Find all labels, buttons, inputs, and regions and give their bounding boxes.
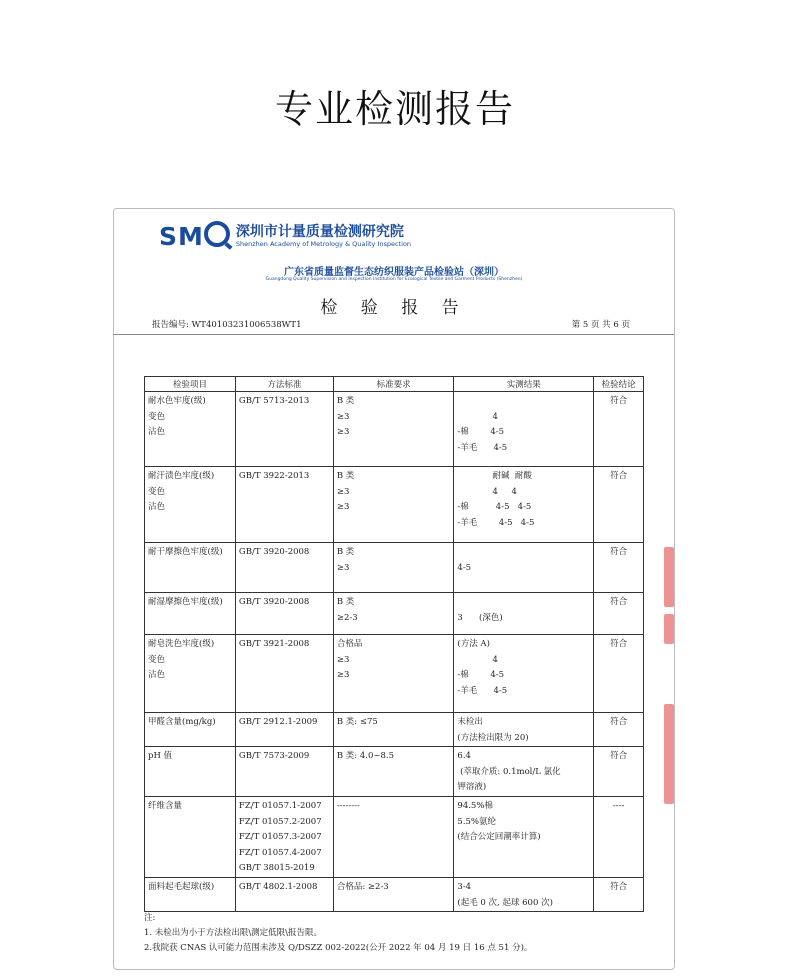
cell-text: 符合 (610, 547, 628, 557)
cell-text: 94.5%棉 5.5%氨纶 (结合公定回潮率计算) (457, 800, 541, 843)
logo-mark (159, 221, 230, 251)
cell-text: 耐水色牢度(级) 变色 沾色 (148, 396, 206, 438)
row-method-cell (235, 543, 333, 593)
row-verdict-cell (594, 392, 644, 467)
row-requirement-cell (333, 593, 454, 635)
row-result-cell (454, 713, 594, 747)
row-item-cell (145, 877, 236, 911)
row-verdict-cell (594, 796, 644, 877)
row-result-cell (454, 543, 594, 593)
cell-text: 符合 (610, 396, 628, 406)
row-item-cell (145, 713, 236, 747)
row-result-cell (454, 635, 594, 713)
row-method-cell (235, 796, 333, 877)
cell-text: GB/T 7573-2009 (238, 751, 310, 762)
cell-text: GB/T 4802.1-2008 (238, 881, 318, 892)
table-row (145, 713, 644, 747)
table-row (145, 392, 644, 467)
col-header-verdict: 检验结论 (594, 377, 644, 392)
cell-text: 合格品: ≥2-3 (336, 881, 389, 892)
row-result-cell (454, 877, 594, 911)
table-row (145, 543, 644, 593)
cell-text: 纤维含量 (148, 800, 183, 811)
table-header-row (145, 377, 644, 392)
row-verdict-cell (594, 593, 644, 635)
cell-text: FZ/T 01057.1-2007 FZ/T 01057.2-2007 FZ/T 01057.3-2007 FZ/T 01057.4-2007 GB/T 38015-2019 (238, 800, 322, 874)
table-row (145, 796, 644, 877)
row-requirement-cell (333, 713, 454, 747)
cell-text: 符合 (610, 597, 628, 607)
row-requirement-cell (333, 467, 454, 543)
row-item-cell (145, 593, 236, 635)
row-verdict-cell (594, 467, 644, 543)
sub-org-name: 广东省质量监督生态纺织服装产品检验站（深圳） (284, 267, 504, 278)
row-item-cell (145, 796, 236, 877)
row-verdict-cell (594, 635, 644, 713)
cell-text: 耐碱 耐酸 4 4 -棉 4-5 4-5 -羊毛 4-5 4-5 (457, 471, 535, 528)
row-result-cell (454, 593, 594, 635)
row-item-cell (145, 635, 236, 713)
report-document (113, 208, 675, 970)
stamp-fragment (664, 547, 674, 607)
row-requirement-cell (333, 635, 454, 713)
cell-text: 耐湿摩擦色牢度(级) (148, 597, 223, 607)
row-requirement-cell (333, 392, 454, 467)
row-verdict-cell (594, 713, 644, 747)
row-verdict-cell (594, 543, 644, 593)
cell-text: 符合 (610, 881, 628, 892)
col-header-requirement: 标准要求 (333, 377, 454, 392)
cell-text: B 类 ≥2-3 (336, 597, 358, 623)
row-result-cell (454, 392, 594, 467)
row-result-cell (454, 796, 594, 877)
row-requirement-cell (333, 543, 454, 593)
stamp-fragment (664, 614, 674, 644)
row-result-cell (454, 747, 594, 797)
org-name: 深圳市计量质量检测研究院 (235, 223, 404, 240)
cell-text: GB/T 3921-2008 (238, 639, 310, 649)
report-number: 报告编号: WT40103231006538WT1 (152, 320, 302, 330)
col-header-method: 方法标准 (235, 377, 333, 392)
row-verdict-cell (594, 747, 644, 797)
cell-text: (方法 A) 4 -棉 4-5 -羊毛 4-5 (457, 639, 508, 696)
row-method-cell (235, 713, 333, 747)
results-table (144, 376, 644, 912)
org-logo (159, 219, 411, 253)
cell-text: 耐干摩擦色牢度(级) (148, 547, 223, 557)
table-row (145, 877, 644, 911)
table-row (145, 635, 644, 713)
row-requirement-cell (333, 796, 454, 877)
cell-text: B 类: ≤75 (336, 717, 378, 727)
cell-text: 4 -棉 4-5 -羊毛 4-5 (457, 411, 508, 453)
cell-text: ---- (612, 800, 625, 811)
document-title: 检 验 报 告 (320, 298, 468, 318)
notes-heading: 注: (144, 913, 156, 923)
page-title: 专业检测报告 (274, 87, 515, 131)
row-requirement-cell (333, 747, 454, 797)
stamp-fragment (664, 704, 674, 804)
row-method-cell (235, 877, 333, 911)
cell-text: 未检出 (方法检出限为 20) (457, 717, 529, 743)
cell-text: 面料起毛起球(级) (148, 881, 215, 892)
cell-text: 4-5 (457, 562, 472, 573)
org-name-en: Shenzhen Academy of Metrology & Quality Inspection (235, 239, 412, 248)
cell-text: GB/T 5713-2013 (238, 396, 310, 406)
note-line: 1. 未检出为小于方法检出限\测定低限\报告限。 (144, 928, 323, 938)
cell-text: B 类 ≥3 ≥3 (336, 471, 355, 513)
cell-text: -------- (336, 800, 360, 811)
row-method-cell (235, 392, 333, 467)
row-verdict-cell (594, 877, 644, 911)
cell-text: 符合 (610, 717, 628, 727)
logo-mark-text: SM (159, 222, 204, 251)
cell-text: 符合 (610, 751, 628, 762)
cell-text: 符合 (610, 639, 628, 649)
col-header-item: 检验项目 (145, 377, 236, 392)
col-header-result: 实测结果 (454, 377, 594, 392)
row-result-cell (454, 467, 594, 543)
row-method-cell (235, 593, 333, 635)
logo-q-icon (204, 221, 230, 247)
notes (144, 911, 532, 956)
row-item-cell (145, 467, 236, 543)
cell-text: 合格品 ≥3 ≥3 (336, 639, 363, 681)
table-row (145, 467, 644, 543)
note-line: 2.我院获 CNAS 认可能力范围未涉及 Q/DSZZ 002-2022(公开 2022 年 04 月 19 日 16 点 51 分)。 (144, 943, 533, 953)
cell-text: 6.4 (萃取介质: 0.1mol/L 氯化 钾溶液) (457, 751, 561, 793)
row-requirement-cell (333, 877, 454, 911)
header-divider (114, 334, 674, 335)
row-method-cell (235, 635, 333, 713)
cell-text: 耐汗渍色牢度(级) 变色 沾色 (148, 471, 215, 513)
row-item-cell (145, 392, 236, 467)
row-item-cell (145, 747, 236, 797)
cell-text: 甲醛含量(mg/kg) (148, 717, 216, 727)
cell-text: B 类 ≥3 (336, 547, 355, 573)
cell-text: 符合 (610, 471, 628, 481)
row-method-cell (235, 747, 333, 797)
cell-text: GB/T 3920-2008 (238, 547, 310, 557)
cell-text: GB/T 3922-2013 (238, 471, 310, 481)
row-method-cell (235, 467, 333, 543)
cell-text: pH 值 (148, 751, 173, 762)
row-item-cell (145, 543, 236, 593)
table-row (145, 593, 644, 635)
cell-text: B 类 ≥3 ≥3 (336, 396, 355, 438)
cell-text: B 类: 4.0~8.5 (336, 751, 395, 762)
sub-org-name-en: Guangdong Quality Supervision and Inspection Institution for Ecological Textile and Garment Products (Shenzhen) (265, 277, 523, 282)
cell-text: GB/T 2912.1-2009 (238, 717, 318, 727)
cell-text: 3 (深色) (457, 612, 503, 623)
table-row (145, 747, 644, 797)
cell-text: GB/T 3920-2008 (238, 597, 310, 607)
cell-text: 3-4 (起毛 0 次, 起球 600 次) (457, 881, 553, 908)
page-number: 第 5 页 共 6 页 (571, 320, 630, 330)
cell-text: 耐皂洗色牢度(级) 变色 沾色 (148, 639, 215, 681)
